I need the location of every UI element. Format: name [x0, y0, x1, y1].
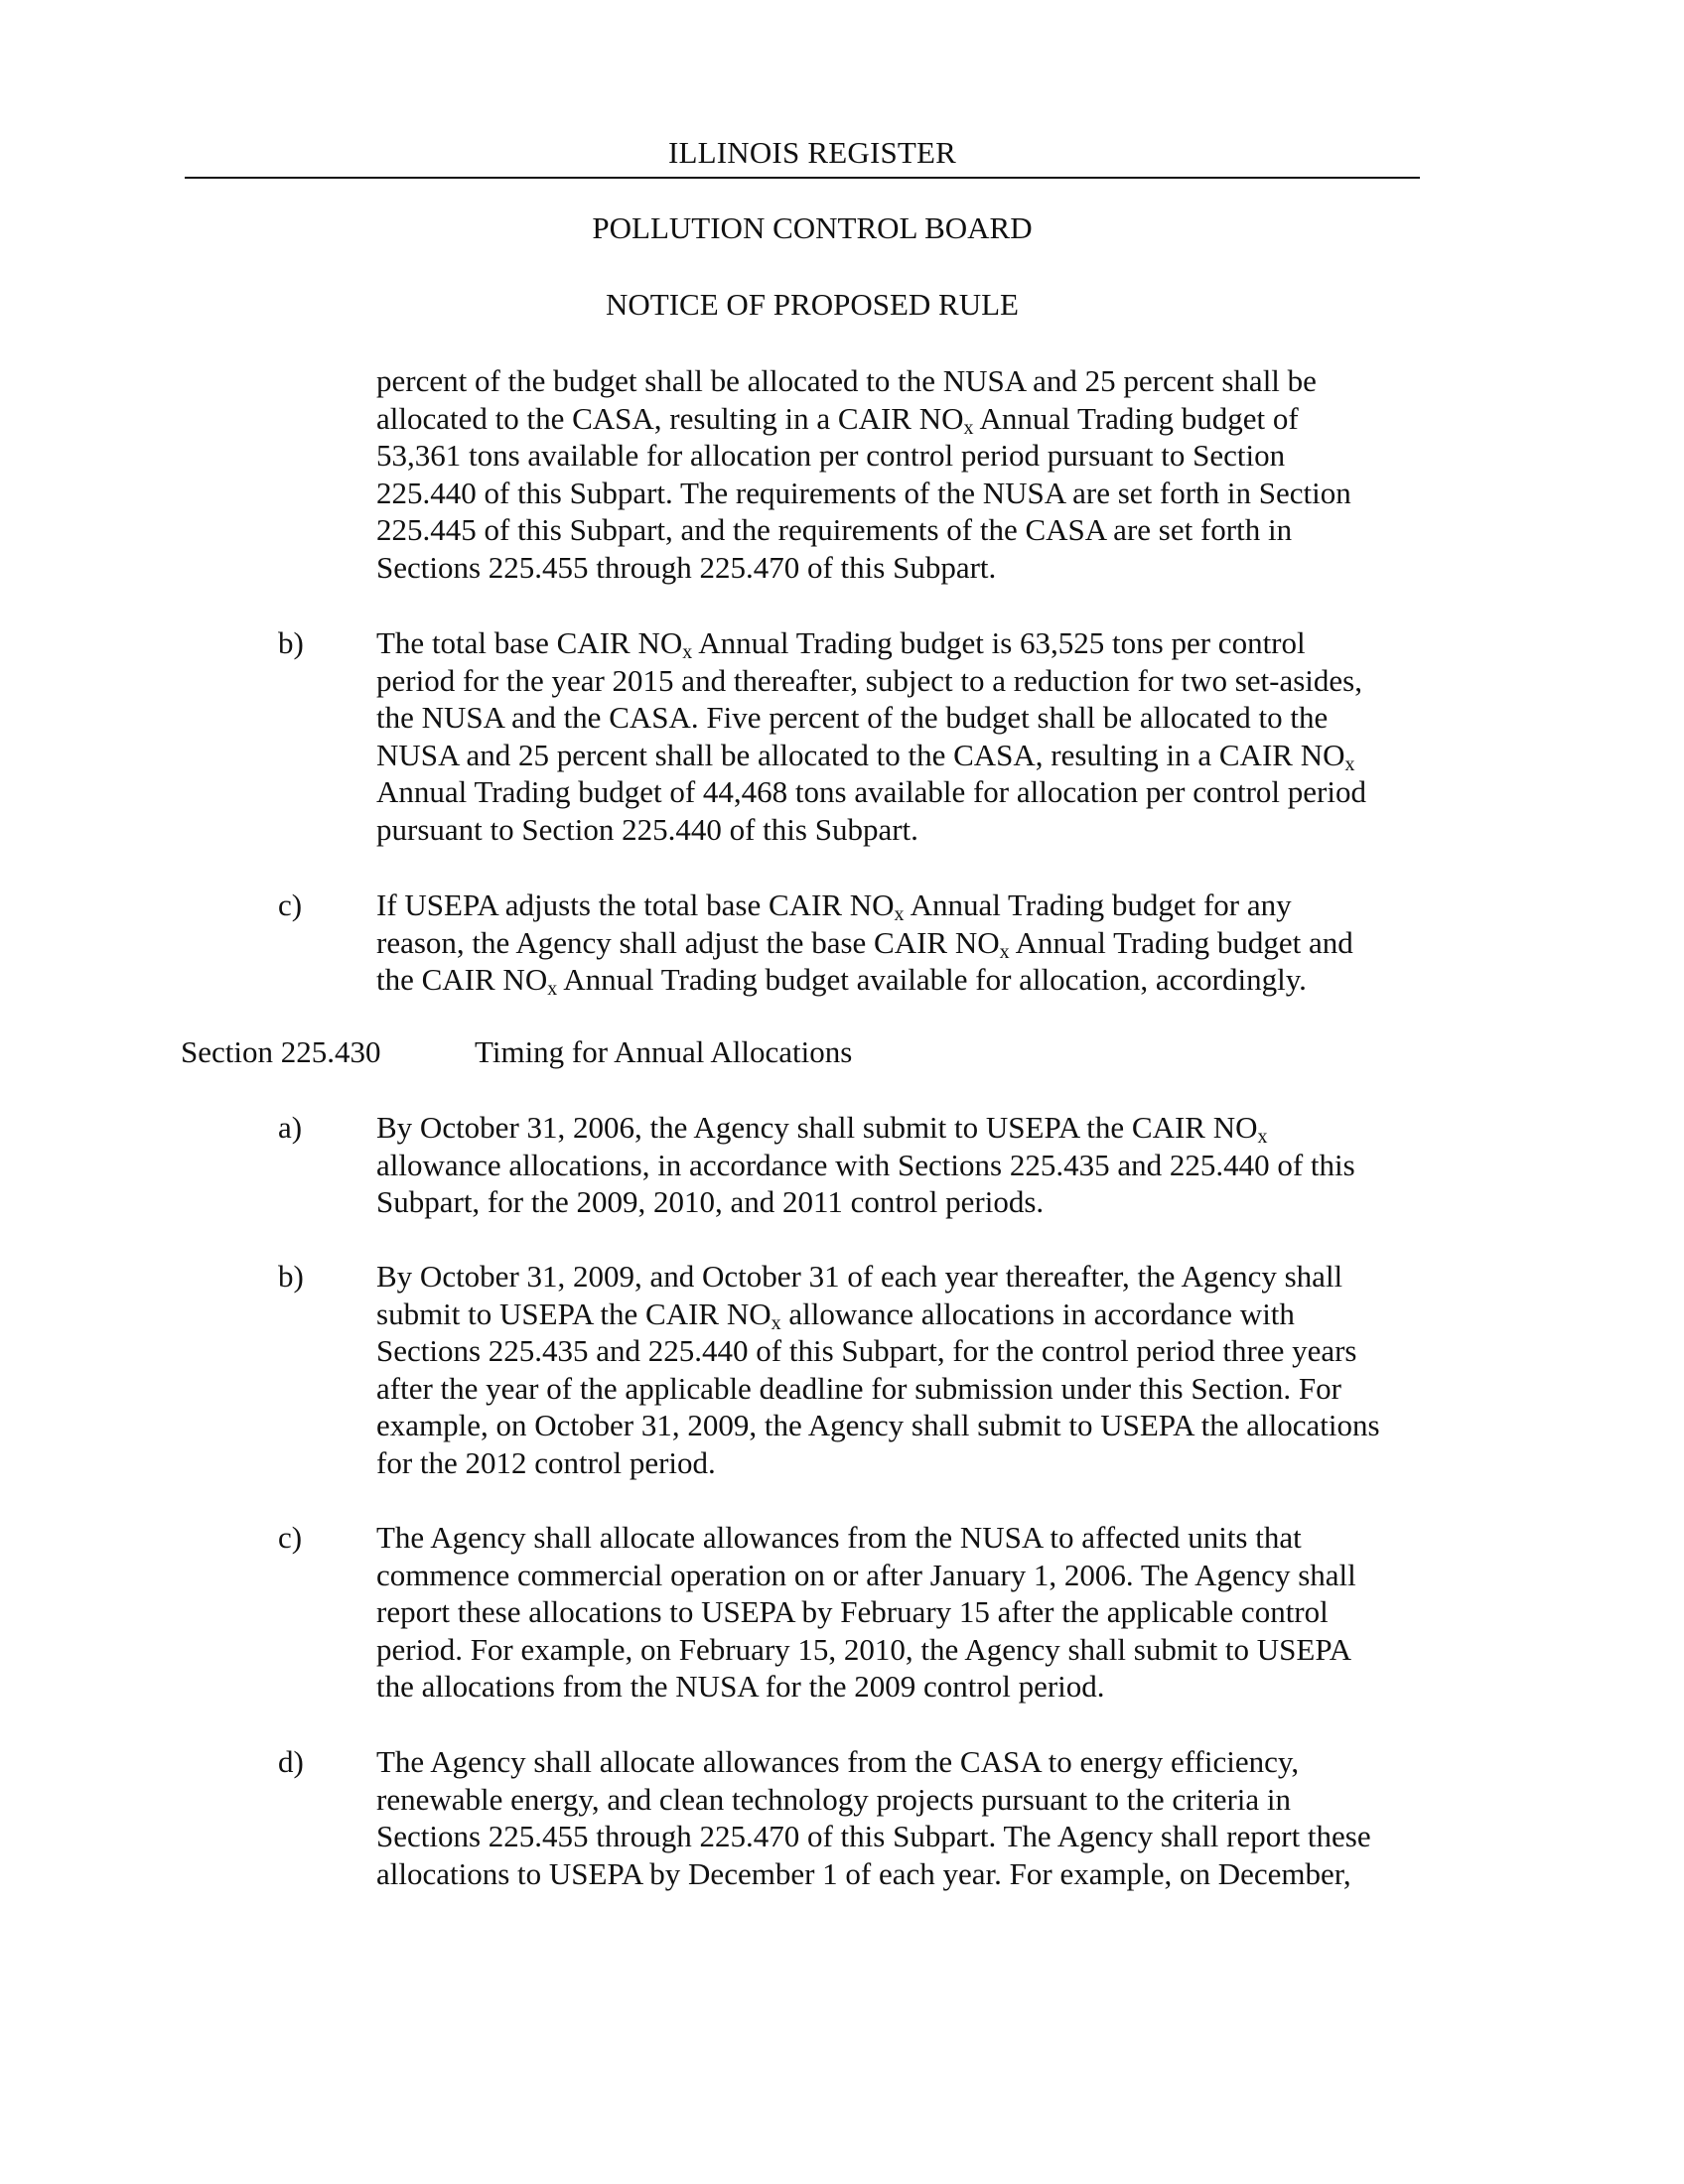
- text-line: percent of the budget shall be allocated to the NUSA and 25 percent shall be: [376, 363, 1317, 398]
- text-line: By October 31, 2006, the Agency shall submit to USEPA the CAIR $NO_x$: [376, 1110, 1268, 1148]
- paragraph-marker-d: d): [278, 1744, 304, 1779]
- text-line: after the year of the applicable deadline for submission under this Section. For: [376, 1370, 1341, 1406]
- text-line: reason, the Agency shall adjust the base CAIR $NO_x$ Annual Trading budget and: [376, 924, 1353, 963]
- notice-type: NOTICE OF PROPOSED RULE: [606, 287, 1019, 322]
- text-line: commence commercial operation on or after January 1, 2006. The Agency shall: [376, 1557, 1356, 1592]
- text-line: The Agency shall allocate allowances from the NUSA to affected units that: [376, 1520, 1302, 1555]
- paragraph-marker-a: a): [278, 1110, 303, 1145]
- text-line: Annual Trading budget of 44,468 tons available for allocation per control period: [376, 774, 1366, 809]
- paragraph-marker-c: c): [278, 887, 303, 922]
- paragraph-c-text: [376, 887, 1353, 999]
- section-paragraph-b-text: [376, 1258, 1380, 1481]
- text-line: renewable energy, and clean technology projects pursuant to the criteria in: [376, 1781, 1292, 1817]
- continuation-paragraph: [376, 362, 1351, 586]
- text-line: period for the year 2015 and thereafter, subject to a reduction for two set-asides,: [376, 662, 1362, 698]
- text-line: NUSA and 25 percent shall be allocated to the CASA, resulting in a CAIR $NO_x$: [376, 737, 1355, 775]
- paragraph-marker-b: b): [278, 625, 304, 660]
- section-number: Section 225.430: [181, 1034, 381, 1069]
- text-line: 225.445 of this Subpart, and the requirements of the CASA are set forth in: [376, 512, 1293, 547]
- paragraph-marker-c2: c): [278, 1520, 303, 1555]
- header-rule: [185, 177, 1420, 179]
- text-line: The total base CAIR $NO_x$ Annual Trading budget is 63,525 tons per control: [376, 625, 1306, 663]
- text-line: the NUSA and the CASA. Five percent of the budget shall be allocated to the: [376, 700, 1329, 735]
- text-line: Sections 225.455 through 225.470 of this Subpart.: [376, 549, 997, 585]
- board-name: POLLUTION CONTROL BOARD: [592, 210, 1033, 245]
- text-line: Sections 225.435 and 225.440 of this Subpart, for the control period three years: [376, 1333, 1357, 1368]
- section-paragraph-d-text: [376, 1743, 1371, 1892]
- paragraph-b-text: [376, 624, 1366, 848]
- text-line: If USEPA adjusts the total base CAIR $NO_x$ Annual Trading budget for any: [376, 887, 1292, 925]
- paragraph-marker-b2: b): [278, 1259, 304, 1294]
- text-line: for the 2012 control period.: [376, 1444, 716, 1480]
- section-paragraph-c-text: [376, 1519, 1356, 1706]
- section-paragraph-a-text: [376, 1109, 1355, 1221]
- text-line: 225.440 of this Subpart. The requirements of the NUSA are set forth in Section: [376, 475, 1351, 510]
- text-line: allocated to the CASA, resulting in a CAIR $NO_x$ Annual Trading budget of: [376, 400, 1299, 439]
- register-title: ILLINOIS REGISTER: [667, 135, 957, 170]
- text-line: period. For example, on February 15, 2010, the Agency shall submit to USEPA: [376, 1631, 1352, 1667]
- text-line: Subpart, for the 2009, 2010, and 2011 control periods.: [376, 1184, 1045, 1219]
- text-line: allocations to USEPA by December 1 of each year. For example, on December,: [376, 1855, 1351, 1891]
- section-title: Timing for Annual Allocations: [475, 1034, 853, 1069]
- text-line: example, on October 31, 2009, the Agency shall submit to USEPA the allocations: [376, 1408, 1380, 1442]
- text-line: 53,361 tons available for allocation per control period pursuant to Section: [376, 438, 1286, 473]
- text-line: the CAIR $NO_x$ Annual Trading budget available for allocation, accordingly.: [376, 962, 1307, 1000]
- text-line: the allocations from the NUSA for the 2009 control period.: [376, 1669, 1105, 1704]
- text-line: report these allocations to USEPA by February 15 after the applicable control: [376, 1594, 1329, 1629]
- text-line: allowance allocations, in accordance with Sections 225.435 and 225.440 of this: [376, 1147, 1355, 1182]
- text-line: Sections 225.455 through 225.470 of this Subpart. The Agency shall report these: [376, 1819, 1371, 1853]
- text-line: pursuant to Section 225.440 of this Subpart.: [376, 811, 918, 847]
- text-line: By October 31, 2009, and October 31 of each year thereafter, the Agency shall: [376, 1259, 1343, 1294]
- text-line: The Agency shall allocate allowances from the CASA to energy efficiency,: [376, 1744, 1300, 1779]
- text-line: submit to USEPA the CAIR $NO_x$ allowance allocations in accordance with: [376, 1296, 1295, 1334]
